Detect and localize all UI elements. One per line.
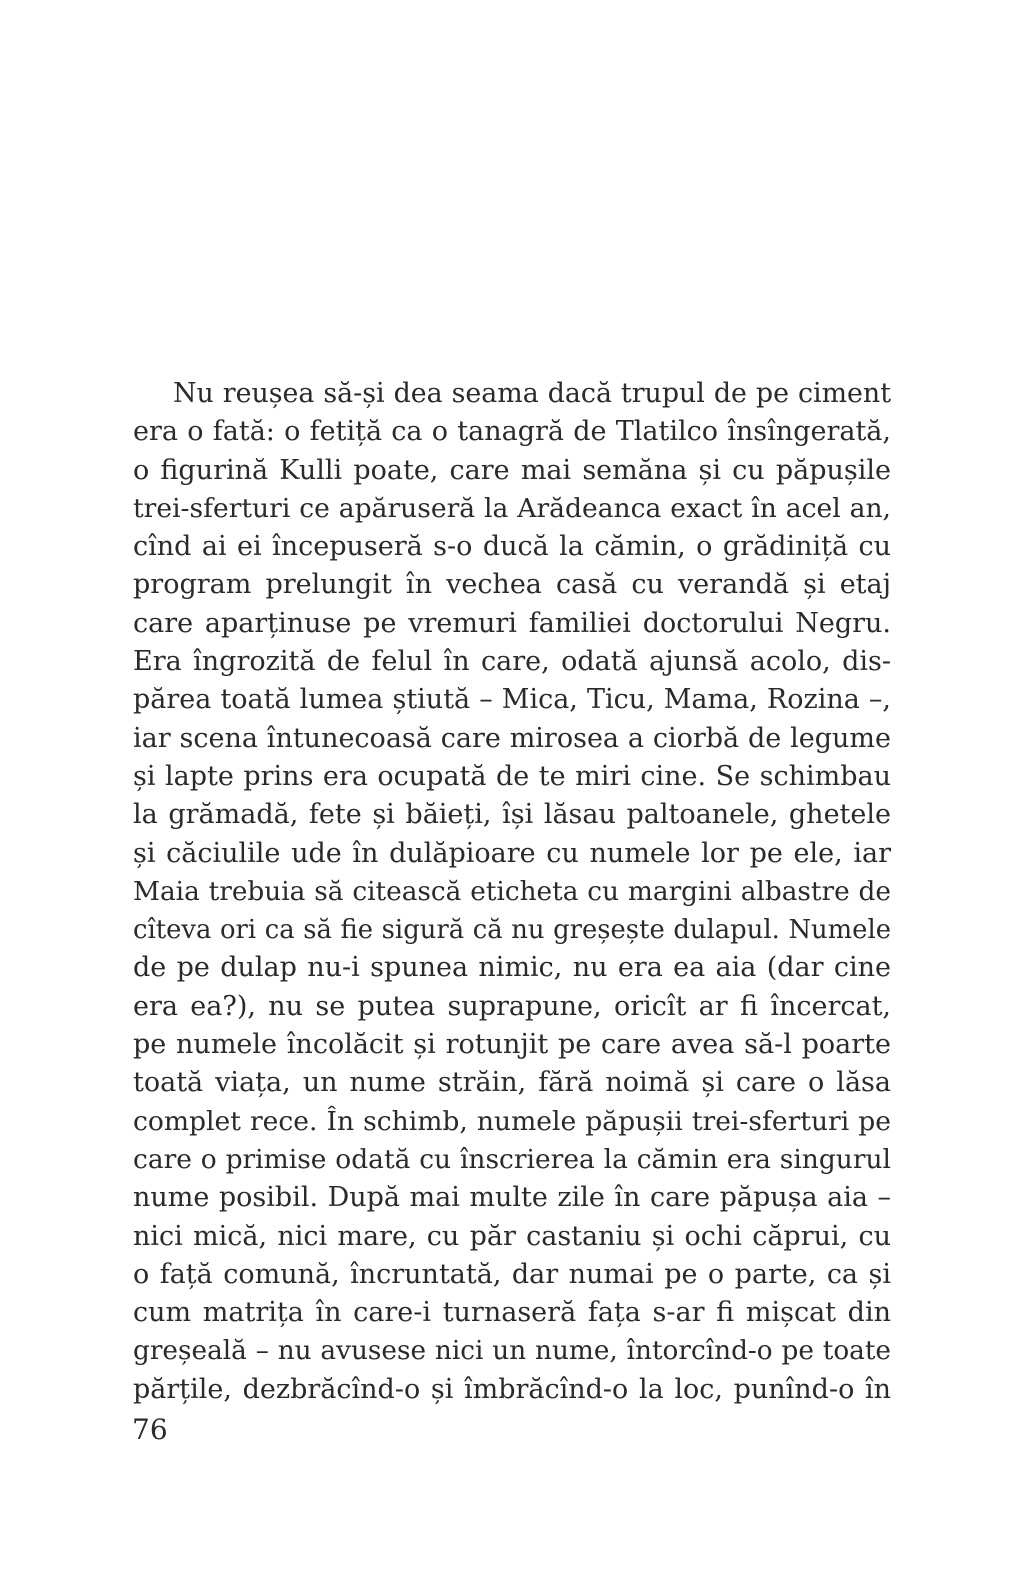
text-line: iar scena întunecoasă care mirosea a ciorbă de legume: [133, 722, 891, 754]
text-line: nici mică, nici mare, cu păr castaniu și ochi căprui, cu: [133, 1220, 891, 1252]
text-line: era ea?), nu se putea suprapune, oricît ar fi încercat,: [133, 990, 891, 1022]
text-line: Era îngrozită de felul în care, odată ajunsă acolo, dis-: [133, 646, 891, 678]
text-line: o față comună, încruntată, dar numai pe o parte, ca și: [133, 1258, 891, 1290]
text-line: Nu reușea să-și dea seama dacă trupul de pe ciment: [173, 378, 891, 409]
text-line: care o primise odată cu înscrierea la cămin era singurul: [133, 1143, 891, 1175]
text-line: era o fată: o fetiță ca o tanagră de Tlatilco însîngerată,: [133, 416, 891, 448]
text-line: părțile, dezbrăcînd-o și îmbrăcînd-o la loc, punînd-o în: [133, 1373, 891, 1405]
text-line: la grămadă, fete și băieți, își lăsau paltoanele, ghetele: [133, 799, 891, 831]
text-line: și căciulile ude în dulăpioare cu numele lor pe ele, iar: [133, 837, 891, 869]
text-line: cîteva ori ca să fie sigură că nu greșește dulapul. Numele: [133, 915, 891, 946]
text-line: părea toată lumea știută – Mica, Ticu, Mama, Rozina –,: [133, 684, 891, 716]
text-line: pe numele încolăcit și rotunjit pe care avea să-l poarte: [133, 1029, 891, 1061]
text-line: o figurină Kulli poate, care mai semăna și cu păpușile: [133, 454, 891, 486]
page-number: 76: [132, 1413, 168, 1446]
text-line: toată viața, un nume străin, fără noimă și care o lăsa: [133, 1067, 891, 1099]
text-line: complet rece. În schimb, numele păpușii trei-sferturi pe: [133, 1105, 891, 1137]
text-line: Maia trebuia să citească eticheta cu margini albastre de: [133, 876, 891, 907]
text-line: și lapte prins era ocupată de te miri cine. Se schimbau: [133, 760, 891, 792]
text-line: cînd ai ei începuseră s-o ducă la cămin, o grădiniță cu: [133, 531, 891, 563]
text-line: nume posibil. După mai multe zile în care păpușa aia –: [133, 1182, 891, 1214]
text-line: care aparținuse pe vremuri familiei doctorului Negru.: [133, 607, 891, 639]
body-text: [133, 375, 891, 1409]
text-line: cum matrița în care-i turnaseră fața s-ar fi mișcat din: [133, 1297, 891, 1329]
text-line: trei-sferturi ce apăruseră la Arădeanca exact în acel an,: [133, 492, 891, 524]
text-line: de pe dulap nu-i spunea nimic, nu era ea aia (dar cine: [133, 952, 891, 984]
text-line: program prelungit în vechea casă cu verandă și etaj: [133, 569, 891, 601]
text-line: greșeală – nu avusese nici un nume, întorcînd-o pe toate: [133, 1336, 891, 1367]
